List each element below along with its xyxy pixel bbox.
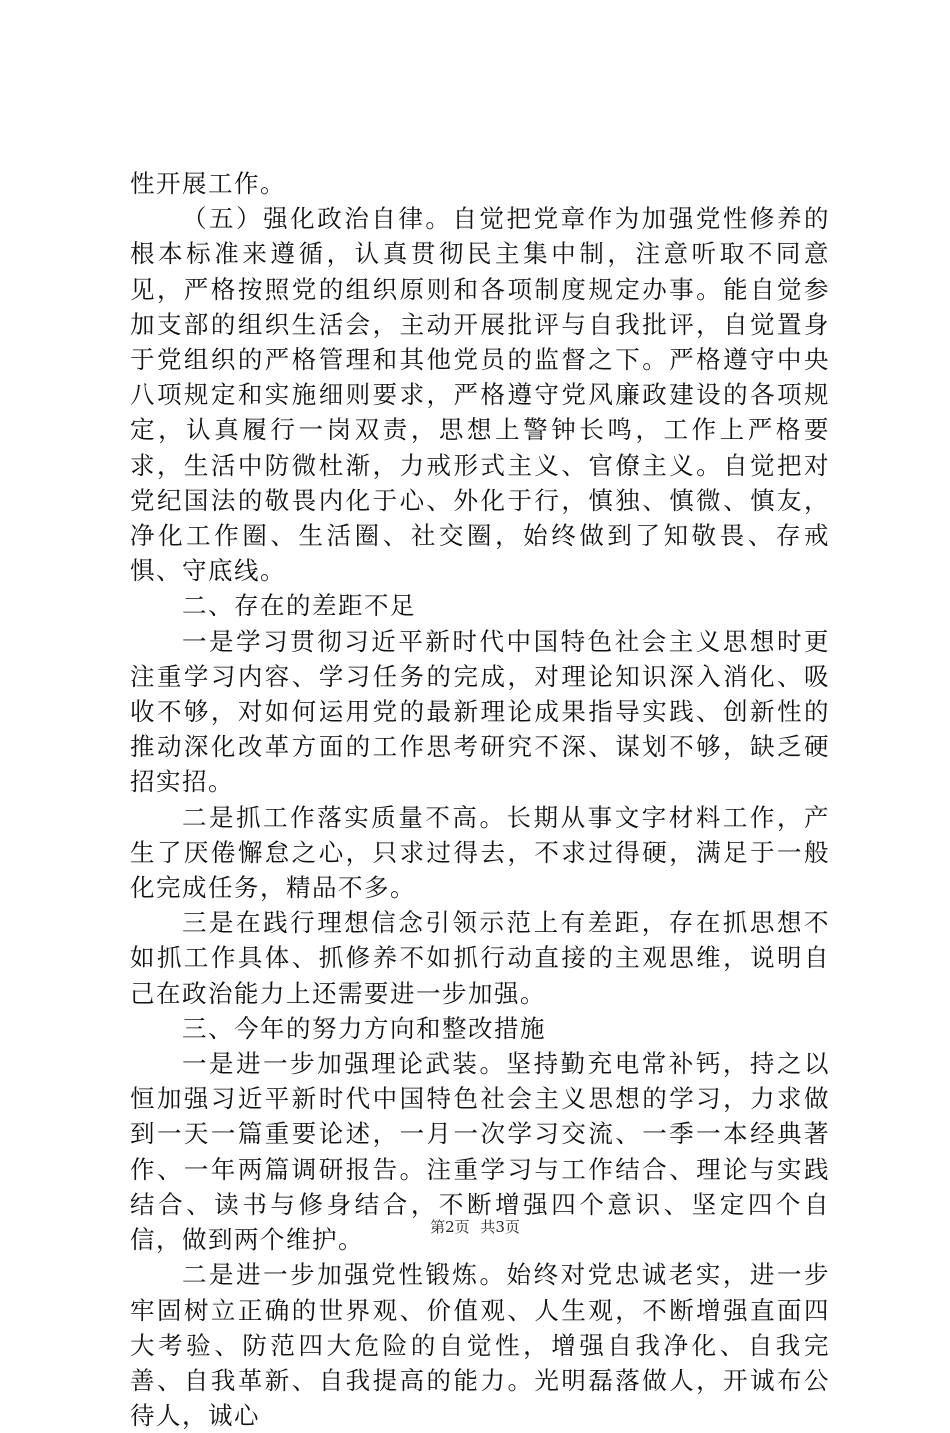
section-heading-2: 二、存在的差距不足 (182, 591, 416, 621)
page-number: 第2页 (430, 1218, 470, 1236)
paragraph-5: 二是抓工作落实质量不高。长期从事文字材料工作，产生了厌倦懈怠之心，只求过得去，不求过得硬，满足于一般化完成任务，精品不多。 (130, 802, 830, 903)
page-total: 共3页 (480, 1218, 520, 1236)
page-footer (0, 1216, 950, 1237)
section-heading-3: 三、今年的努力方向和整改措施 (182, 1013, 546, 1043)
paragraph-6: 三是在践行理想信念引领示范上有差距，存在抓思想不如抓工作具体、抓修养不如抓行动直接的主观思维，说明自己在政治能力上还需要进一步加强。 (130, 908, 830, 1008)
paragraph-1: 性开展工作。 (130, 169, 286, 198)
document-body (130, 166, 830, 1433)
paragraph-9: 二是进一步加强党性锻炼。始终对党忠诚老实，进一步牢固树立正确的世界观、价值观、人生观，不断增强直面四大考验、防范四大危险的自觉性，增强自我净化、自我完善、自我革新、自我提高的能力。光明磊落做人，开诚布公待人，诚心 (130, 1260, 830, 1431)
paragraph-2: （五）强化政治自律。自觉把党章作为加强党性修养的根本标准来遵循，认真贯彻民主集中制，注意听取不同意见，严格按照党的组织原则和各项制度规定办事。能自觉参加支部的组织生活会，主动开展批评与自我批评，自觉置身于党组织的严格管理和其他党员的监督之下。严格遵守中央八项规定和实施细则要求，严格遵守党风廉政建设的各项规定，认真履行一岗双责，思想上警钟长鸣，工作上严格要求，生活中防微杜渐，力戒形式主义、官僚主义。自觉把对党纪国法的敬畏内化于心、外化于行，慎独、慎微、慎友，净化工作圈、生活圈、社交圈，始终做到了知敬畏、存戒惧、守底线。 (130, 204, 830, 586)
paragraph-4: 一是学习贯彻习近平新时代中国特色社会主义思想时更注重学习内容、学习任务的完成，对理论知识深入消化、吸收不够，对如何运用党的最新理论成果指导实践、创新性的推动深化改革方面的工作思考研究不深、谋划不够，缺乏硬招实招。 (130, 626, 830, 797)
paragraph-8: 一是进一步加强理论武装。坚持勤充电常补钙，持之以恒加强习近平新时代中国特色社会主义思想的学习，力求做到一天一篇重要论述，一月一次学习交流、一季一本经典著作、一年两篇调研报告。注重学习与工作结合、理论与实践结合、读书与修身结合，不断增强四个意识、坚定四个自信，做到两个维护。 (130, 1049, 830, 1255)
